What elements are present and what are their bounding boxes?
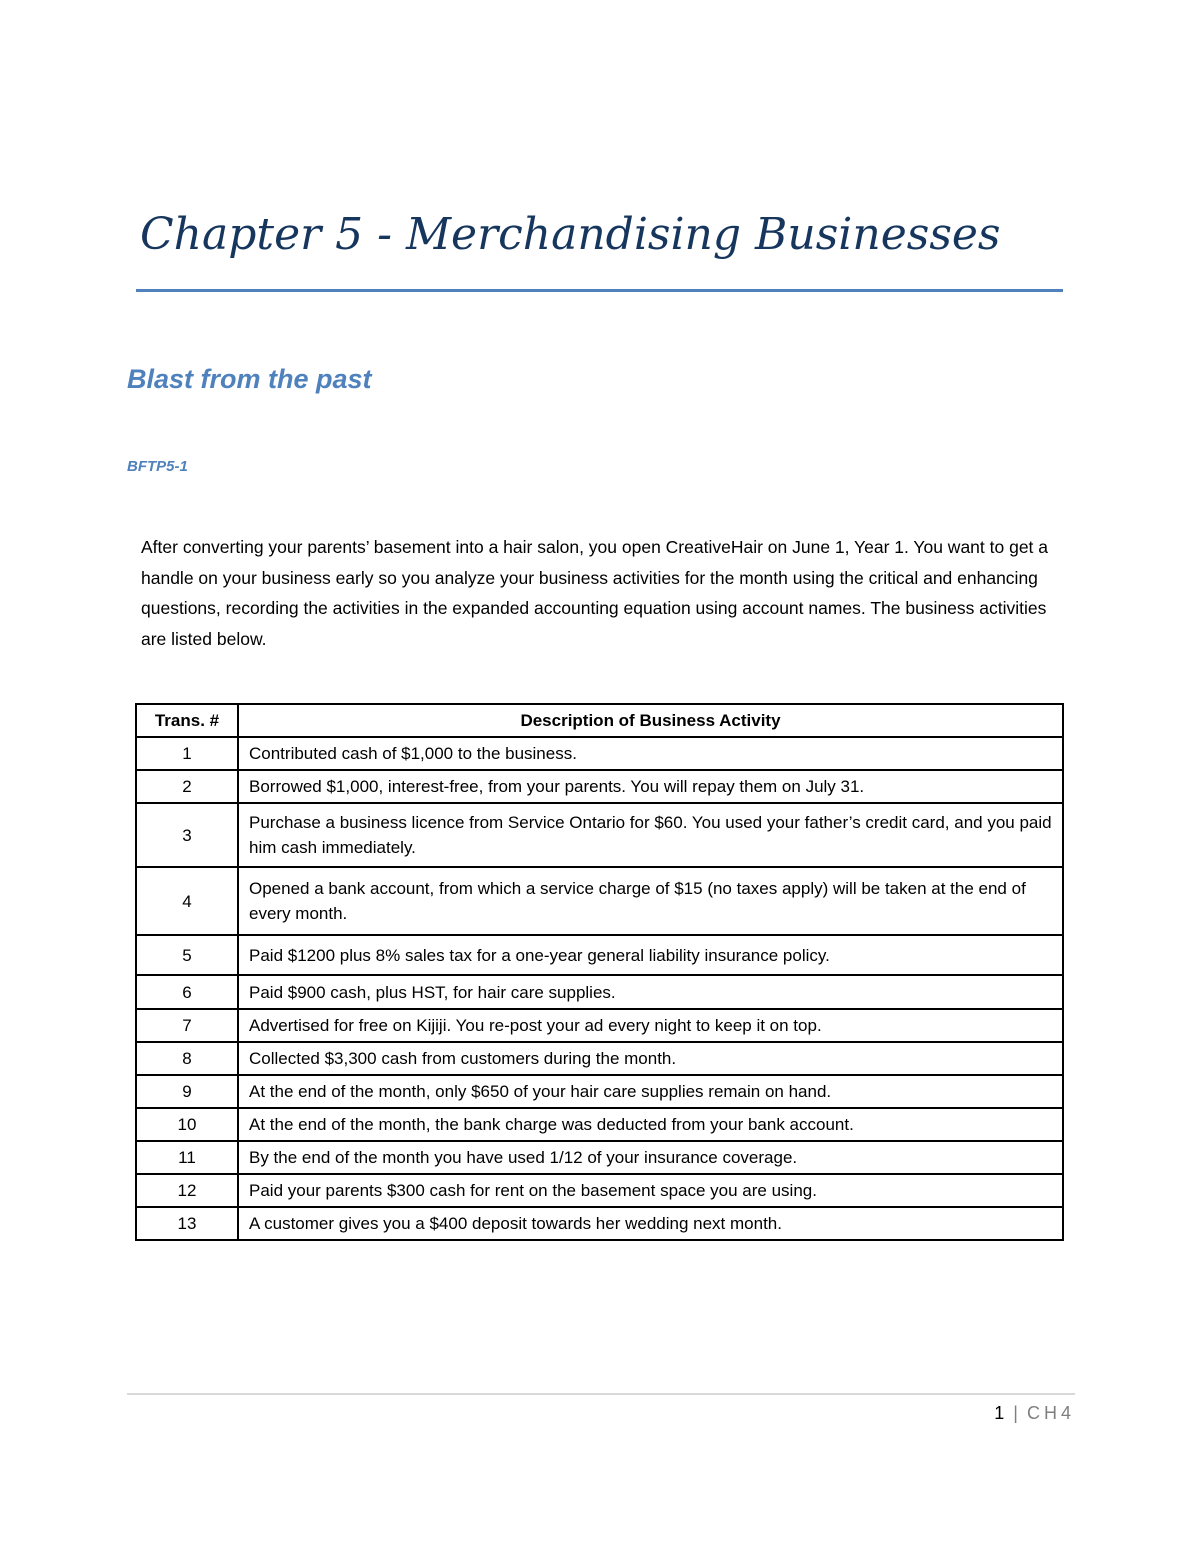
business-activity-table (135, 703, 1064, 1241)
table-row (136, 935, 1063, 975)
description-cell: Collected $3,300 cash from customers during the month. (238, 1042, 1063, 1075)
description-cell: Paid your parents $300 cash for rent on the basement space you are using. (238, 1174, 1063, 1207)
footer-divider (127, 1393, 1075, 1395)
table-row (136, 867, 1063, 935)
trans-number-cell: 5 (136, 935, 238, 975)
table-row (136, 803, 1063, 867)
trans-number-cell: 12 (136, 1174, 238, 1207)
description-cell: Borrowed $1,000, interest-free, from your parents. You will repay them on July 31. (238, 770, 1063, 803)
table-row (136, 1042, 1063, 1075)
table-row (136, 1108, 1063, 1141)
chapter-title: Chapter 5 - Merchandising Businesses (140, 209, 1001, 260)
description-cell: Purchase a business licence from Service Ontario for $60. You used your father’s credit card, and you paid him cash immediately. (238, 803, 1063, 867)
trans-number-cell: 2 (136, 770, 238, 803)
trans-number-cell: 6 (136, 975, 238, 1009)
description-cell: A customer gives you a $400 deposit towards her wedding next month. (238, 1207, 1063, 1240)
trans-number-cell: 8 (136, 1042, 238, 1075)
table-row (136, 1174, 1063, 1207)
table-row (136, 1141, 1063, 1174)
description-cell: At the end of the month, the bank charge was deducted from your bank account. (238, 1108, 1063, 1141)
table-row (136, 1009, 1063, 1042)
page-footer (994, 1401, 1075, 1425)
trans-number-cell: 7 (136, 1009, 238, 1042)
footer-chapter-label: CH4 (1026, 1403, 1075, 1423)
description-cell: Contributed cash of $1,000 to the business. (238, 737, 1063, 770)
table-row (136, 770, 1063, 803)
description-cell: Paid $900 cash, plus HST, for hair care supplies. (238, 975, 1063, 1009)
table-row (136, 737, 1063, 770)
table-header-row (136, 704, 1063, 737)
trans-number-cell: 13 (136, 1207, 238, 1240)
description-cell: Paid $1200 plus 8% sales tax for a one-year general liability insurance policy. (238, 935, 1063, 975)
problem-id: BFTP5-1 (127, 458, 188, 475)
trans-number-cell: 3 (136, 803, 238, 867)
trans-number-cell: 4 (136, 867, 238, 935)
table-row (136, 1207, 1063, 1240)
intro-paragraph: After converting your parents’ basement into a hair salon, you open CreativeHair on June 1, Year 1. You want to get a handle on your business early so you analyze your business activities for the month using the critical and enhancing questions, recording the activities in the expanded accounting equation using account names. The business activities are listed below. (141, 537, 1049, 649)
trans-number-cell: 1 (136, 737, 238, 770)
description-cell: Advertised for free on Kijiji. You re-post your ad every night to keep it on top. (238, 1009, 1063, 1042)
trans-number-header: Trans. # (136, 704, 238, 737)
title-underline (136, 289, 1063, 292)
description-cell: By the end of the month you have used 1/12 of your insurance coverage. (238, 1141, 1063, 1174)
trans-number-cell: 9 (136, 1075, 238, 1108)
section-heading: Blast from the past (127, 364, 372, 394)
trans-number-cell: 11 (136, 1141, 238, 1174)
footer-separator: | (1013, 1403, 1018, 1423)
description-header: Description of Business Activity (238, 704, 1063, 737)
description-cell: Opened a bank account, from which a service charge of $15 (no taxes apply) will be taken at the end of every month. (238, 867, 1063, 935)
page-number: 1 (994, 1403, 1005, 1423)
table-row (136, 1075, 1063, 1108)
description-cell: At the end of the month, only $650 of your hair care supplies remain on hand. (238, 1075, 1063, 1108)
trans-number-cell: 10 (136, 1108, 238, 1141)
table-row (136, 975, 1063, 1009)
